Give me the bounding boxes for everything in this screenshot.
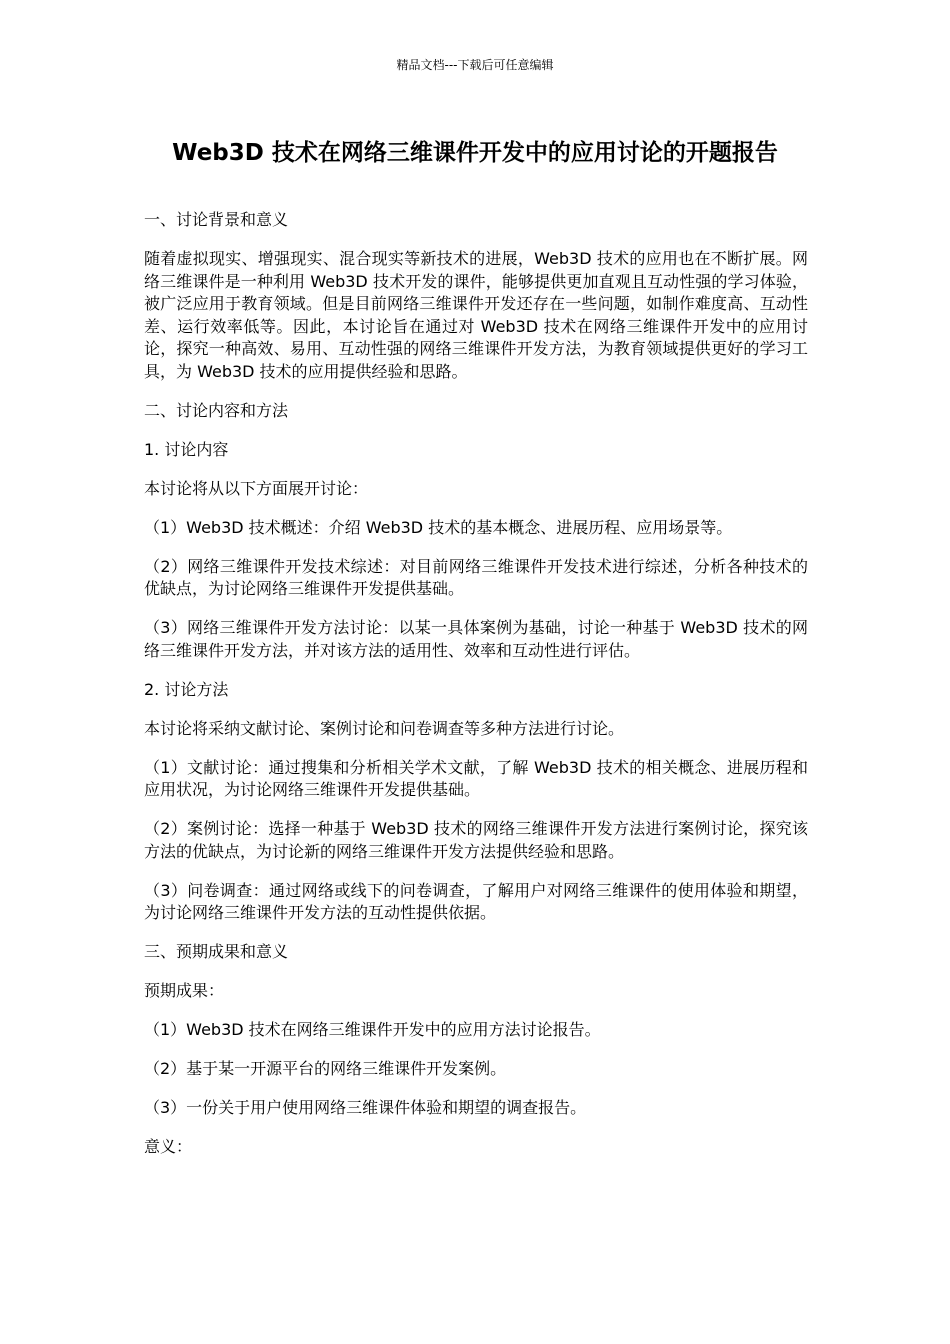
list-item-method-1: （1）文献讨论：通过搜集和分析相关学术文献，了解 Web3D 技术的相关概念、进展历程和应用状况，为讨论网络三维课件开发提供基础。	[144, 757, 808, 799]
list-item-outcome-2: （2）基于某一开源平台的网络三维课件开发案例。	[144, 1059, 507, 1078]
list-item-content-3: （3）网络三维课件开发方法讨论：以某一具体案例为基础，讨论一种基于 Web3D 技术的网络三维课件开发方法，并对该方法的适用性、效率和互动性进行评估。	[144, 618, 808, 660]
list-item-outcome-1: （1）Web3D 技术在网络三维课件开发中的应用方法讨论报告。	[144, 1020, 601, 1039]
paragraph-significance: 意义：	[144, 1137, 193, 1156]
section-heading-content-method: 二、讨论内容和方法	[144, 400, 289, 420]
subheading-method: 2. 讨论方法	[144, 679, 229, 699]
list-item-method-3: （3）问卷调查：通过网络或线下的问卷调查，了解用户对网络三维课件的使用体验和期望，为讨论网络三维课件开发方法的互动性提供依据。	[144, 880, 808, 922]
list-item-outcome-3: （3）一份关于用户使用网络三维课件体验和期望的调查报告。	[144, 1098, 587, 1117]
paragraph-outcomes-intro: 预期成果：	[144, 981, 225, 1000]
list-item-content-2: （2）网络三维课件开发技术综述：对目前网络三维课件开发技术进行综述，分析各种技术的优缺点，为讨论网络三维课件开发提供基础。	[144, 556, 808, 598]
document-body	[144, 209, 808, 1175]
document-title: Web3D 技术在网络三维课件开发中的应用讨论的开题报告	[172, 140, 778, 166]
section-heading-outcomes: 三、预期成果和意义	[144, 942, 289, 961]
subheading-content: 1. 讨论内容	[144, 439, 229, 459]
list-item-content-1: （1）Web3D 技术概述：介绍 Web3D 技术的基本概念、进展历程、应用场景等。	[144, 517, 733, 537]
paragraph-method-intro: 本讨论将采纳文献讨论、案例讨论和问卷调查等多种方法进行讨论。	[144, 718, 625, 738]
section-heading-background: 一、讨论背景和意义	[144, 210, 289, 229]
page-header: 精品文档---下载后可任意编辑	[396, 58, 554, 72]
list-item-method-2: （2）案例讨论：选择一种基于 Web3D 技术的网络三维课件开发方法进行案例讨论，探究该方法的优缺点，为讨论新的网络三维课件开发方法提供经验和思路。	[144, 819, 808, 861]
paragraph-content-intro: 本讨论将从以下方面展开讨论：	[144, 478, 369, 498]
paragraph-background: 随着虚拟现实、增强现实、混合现实等新技术的进展，Web3D 技术的应用也在不断扩展。网络三维课件是一种利用 Web3D 技术开发的课件，能够提供更加直观且互动性强的学习体验，被广泛应用于教育领域。但是目前网络三维课件开发还存在一些问题，如制作难度高、互动性差、运行效率低等。因此，本讨论旨在通过对 Web3D 技术在网络三维课件开发中的应用讨论，探究一种高效、易用、互动性强的网络三维课件开发方法，为教育领域提供更好的学习工具，为 Web3D 技术的应用提供经验和思路。	[144, 249, 808, 381]
